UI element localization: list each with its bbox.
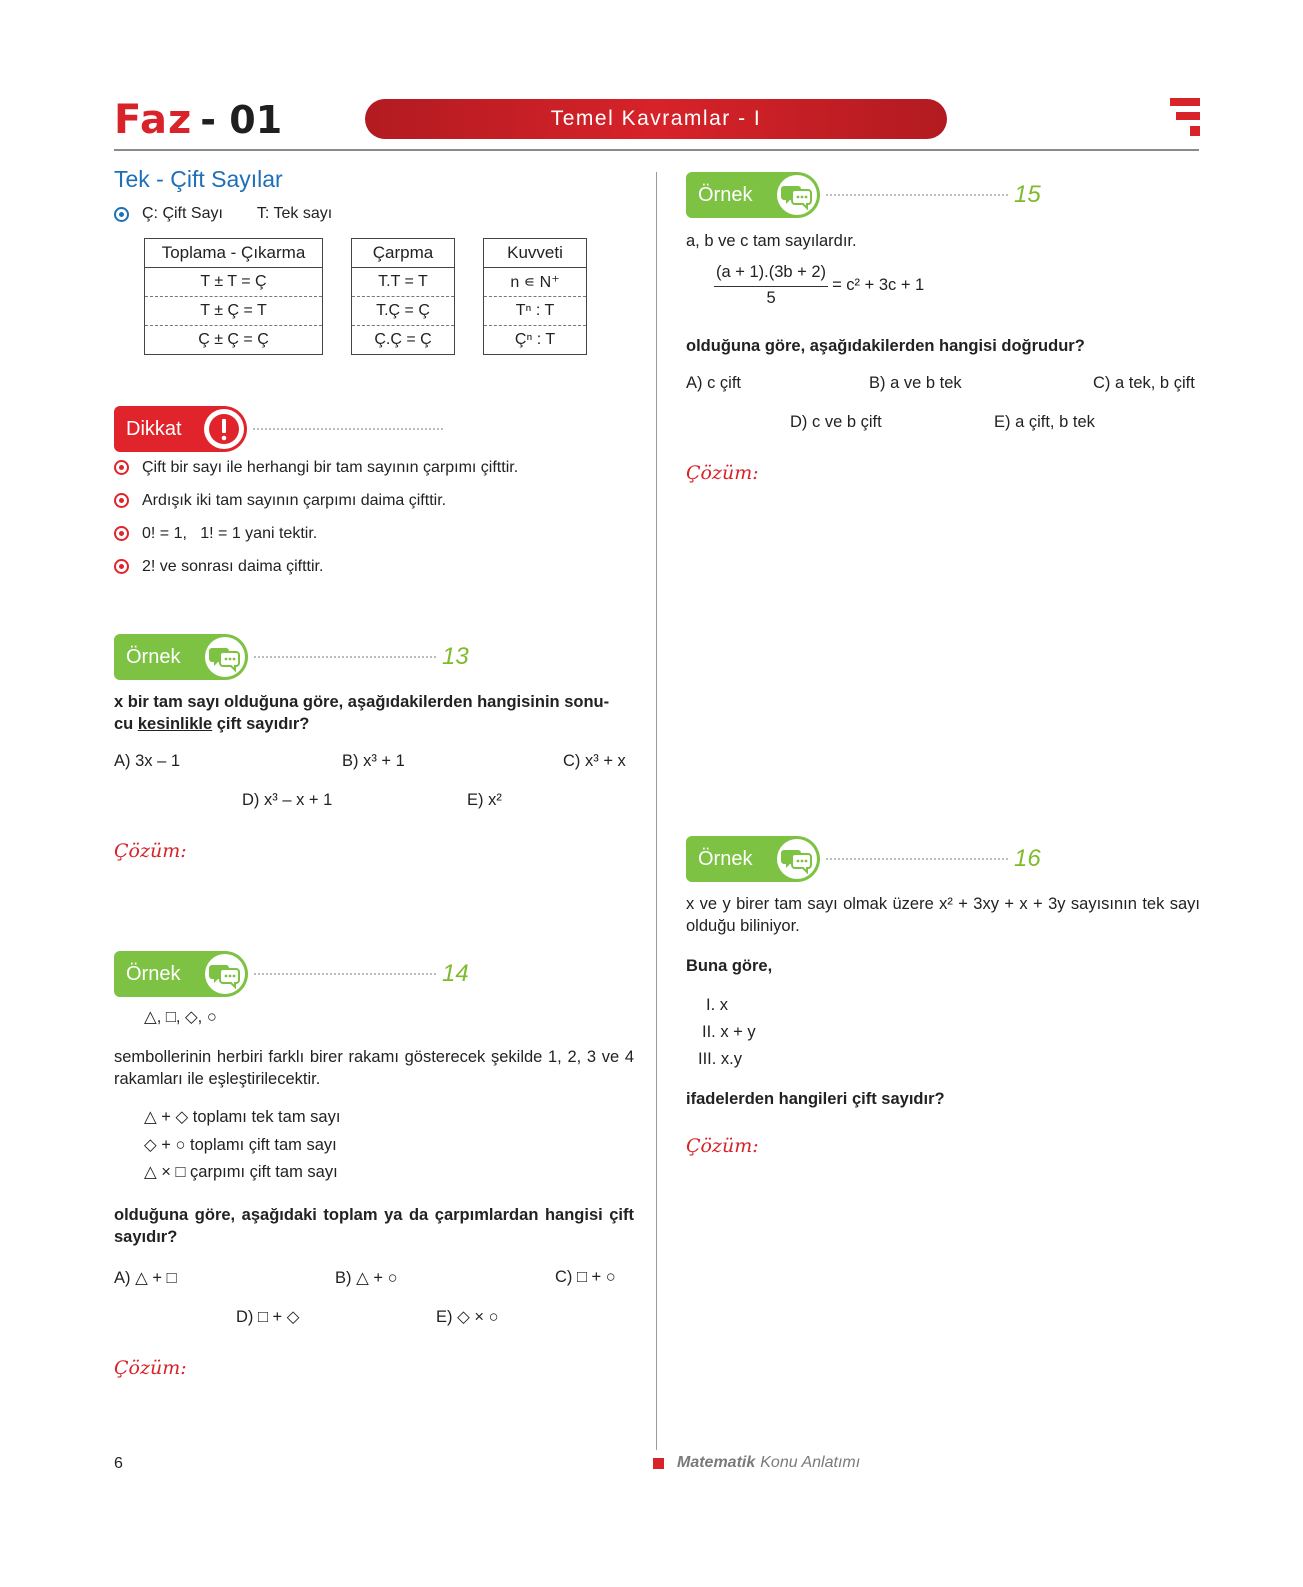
footer-brand — [653, 1454, 860, 1472]
condition-2: ◇ + ○ toplamı çift tam sayı — [144, 1136, 337, 1154]
example-16-question: ifadelerden hangileri çift sayıdır? — [686, 1090, 945, 1108]
chapter-title: Temel Kavramlar - I — [365, 99, 947, 139]
example-16-badge — [686, 836, 1041, 882]
list-item: 2! ve sonrası daima çifttir. — [114, 550, 634, 583]
statement-1: I. x — [706, 996, 729, 1014]
option-c[interactable]: C) x³ + x — [563, 752, 626, 770]
example-13-question: x bir tam sayı olduğuna göre, aşağıdakilerden hangisinin sonu- cu kesinlikle çift sayıdır? — [114, 693, 610, 733]
option-a[interactable]: A) c çift — [686, 374, 742, 392]
solution-label: Çözüm: — [686, 1135, 759, 1157]
example-number: 13 — [442, 643, 469, 670]
table-header: Çarpma — [352, 239, 455, 268]
table-header: Toplama - Çıkarma — [145, 239, 323, 268]
rhs: = c² + 3c + 1 — [832, 276, 925, 294]
symbols: △, □, ◇, ○ — [144, 1008, 217, 1026]
dotted-leader — [826, 858, 1008, 860]
dotted-leader — [254, 656, 436, 658]
table-power — [483, 238, 587, 355]
option-a[interactable]: A) △ + □ — [114, 1269, 177, 1287]
example-pill — [686, 172, 820, 218]
example-pill — [114, 634, 248, 680]
list-item: Ardışık iki tam sayının çarpımı daima çifttir. — [114, 484, 634, 517]
example-14-text: sembollerinin herbiri farklı birer rakamı gösterecek şekilde 1, 2, 3 ve 4 rakamları ile eşleştirilecektir. — [114, 1048, 634, 1088]
option-e[interactable]: E) a çift, b tek — [994, 413, 1095, 431]
option-b[interactable]: B) x³ + 1 — [342, 752, 405, 770]
condition-1: △ + ◇ toplamı tek tam sayı — [144, 1108, 341, 1126]
example-15-badge — [686, 172, 1041, 218]
legend — [114, 205, 332, 223]
dikkat-label: Dikkat — [126, 417, 182, 440]
statement-2: II. x + y — [702, 1023, 756, 1041]
exclamation-icon — [204, 409, 244, 449]
solution-label: Çözüm: — [114, 1357, 187, 1379]
example-pill — [686, 836, 820, 882]
table-cell: Çⁿ : T — [484, 326, 587, 355]
speech-bubbles-icon — [205, 954, 245, 994]
table-cell: Ç ± Ç = Ç — [145, 326, 323, 355]
denominator: 5 — [766, 289, 776, 307]
example-label: Örnek — [126, 962, 181, 985]
table-cell: T.Ç = Ç — [352, 297, 455, 326]
fraction — [714, 263, 828, 308]
speech-bubbles-icon — [777, 175, 817, 215]
option-c[interactable]: C) □ + ○ — [555, 1268, 616, 1286]
table-multiplication — [351, 238, 455, 355]
bullet-icon — [114, 559, 129, 574]
list-item: 0! = 1, 1! = 1 yani tektir. — [114, 517, 634, 550]
dikkat-badge — [114, 406, 443, 452]
brand-square-icon — [653, 1458, 664, 1469]
example-16-text: x ve y birer tam sayı olmak üzere x² + 3xy + x + 3y sayısının tek sayı olduğu biliniyor. — [686, 895, 1200, 935]
table-cell: n ∊ N⁺ — [484, 268, 587, 297]
dotted-leader — [253, 428, 443, 430]
table-add-sub — [144, 238, 323, 355]
example-label: Örnek — [698, 183, 753, 206]
option-b[interactable]: B) △ + ○ — [335, 1269, 398, 1287]
example-14-badge — [114, 951, 469, 997]
bullet-icon — [114, 207, 129, 222]
legend-even: Ç: Çift Sayı — [142, 205, 223, 222]
option-e[interactable]: E) x² — [467, 791, 502, 809]
logo-number: - 01 — [200, 98, 283, 142]
option-d[interactable]: D) c ve b çift — [790, 413, 882, 431]
option-b[interactable]: B) a ve b tek — [869, 374, 962, 392]
numerator: (a + 1).(3b + 2) — [714, 263, 828, 287]
dotted-leader — [826, 194, 1008, 196]
dikkat-pill — [114, 406, 247, 452]
example-14-question: olduğuna göre, aşağıdaki toplam ya da çarpımlardan hangisi çift sayıdır? — [114, 1206, 634, 1246]
corner-logo-icon — [1170, 98, 1200, 138]
legend-odd: T: Tek sayı — [256, 205, 333, 222]
speech-bubbles-icon — [777, 839, 817, 879]
section-title: Tek - Çift Sayılar — [114, 166, 283, 192]
example-15-intro: a, b ve c tam sayılardır. — [686, 232, 857, 250]
example-number: 14 — [442, 960, 469, 987]
option-c[interactable]: C) a tek, b çift — [1093, 374, 1195, 392]
brand-bold: Matematik — [677, 1454, 756, 1471]
bullet-icon — [114, 526, 129, 541]
speech-bubbles-icon — [205, 637, 245, 677]
statement-3: III. x.y — [698, 1050, 743, 1068]
dotted-leader — [254, 973, 436, 975]
logo — [114, 98, 282, 142]
example-pill — [114, 951, 248, 997]
example-label: Örnek — [698, 847, 753, 870]
table-cell: T ± T = Ç — [145, 268, 323, 297]
example-number: 15 — [1014, 181, 1041, 208]
example-label: Örnek — [126, 645, 181, 668]
option-e[interactable]: E) ◇ × ○ — [436, 1308, 499, 1326]
table-cell: Tⁿ : T — [484, 297, 587, 326]
option-d[interactable]: D) □ + ◇ — [236, 1308, 300, 1326]
table-cell: T.T = T — [352, 268, 455, 297]
example-16-lead: Buna göre, — [686, 957, 773, 975]
brand-rest: Konu Anlatımı — [760, 1454, 861, 1471]
solution-label: Çözüm: — [114, 840, 187, 862]
column-divider — [656, 172, 657, 1450]
condition-3: △ × □ çarpımı çift tam sayı — [144, 1163, 338, 1181]
bullet-icon — [114, 460, 129, 475]
page-number: 6 — [114, 1455, 123, 1472]
header-rule — [114, 149, 1199, 151]
fraction-equation — [714, 263, 924, 308]
example-number: 16 — [1014, 845, 1041, 872]
bullet-icon — [114, 493, 129, 508]
option-d[interactable]: D) x³ – x + 1 — [242, 791, 333, 809]
solution-label: Çözüm: — [686, 462, 759, 484]
table-header: Kuvveti — [484, 239, 587, 268]
example-13-badge — [114, 634, 469, 680]
table-cell: T ± Ç = T — [145, 297, 323, 326]
dikkat-list — [114, 451, 634, 583]
example-15-question: olduğuna göre, aşağıdakilerden hangisi doğrudur? — [686, 337, 1085, 355]
list-item: Çift bir sayı ile herhangi bir tam sayının çarpımı çifttir. — [114, 451, 634, 484]
logo-faz: Faz — [114, 97, 193, 143]
option-a[interactable]: A) 3x – 1 — [114, 752, 181, 770]
table-cell: Ç.Ç = Ç — [352, 326, 455, 355]
